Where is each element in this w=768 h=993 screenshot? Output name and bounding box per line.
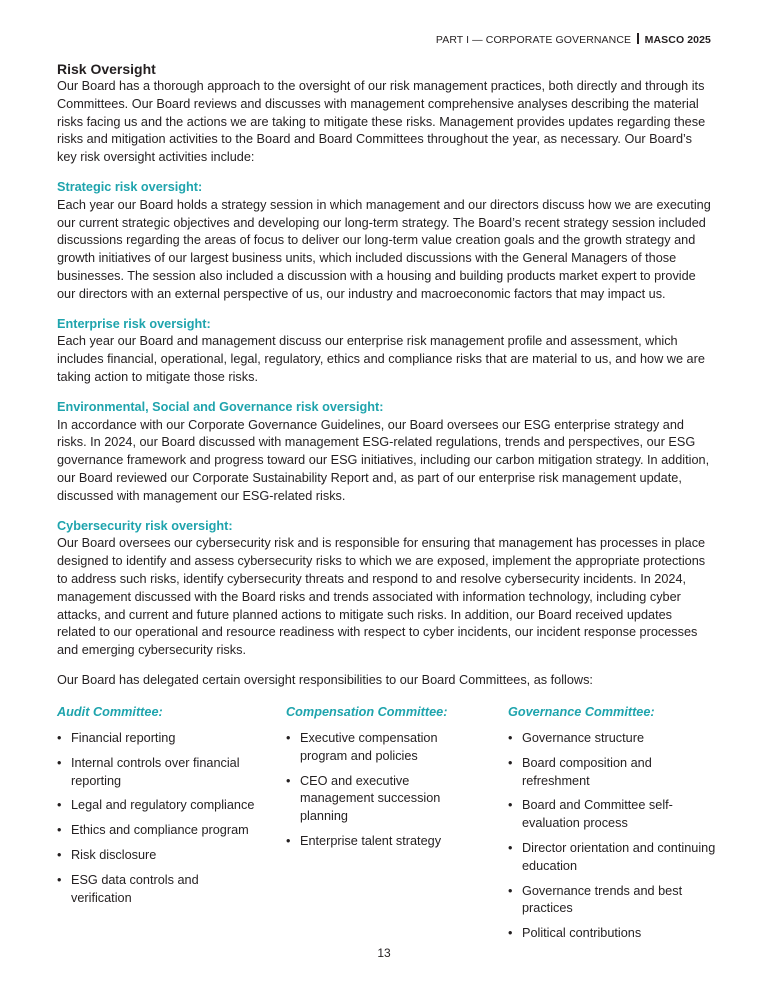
section-body-strategic: Each year our Board holds a strategy session in which management and our directors discuss how we are executing our current strategic objectives and developing our long-term strategy. The Board’s recent strategy session included discussions regarding the areas of focus to deliver our long-term value creation goals and the growth strategy and growth initiatives of our largest business units, which included discussions with the General Managers of those businesses. The session also included a discussion with a housing and building products market expert to provide our directors with an external perspective of us, our industry and macroeconomic factors that may impact us.	[57, 197, 711, 301]
list-item: • Internal controls over financial reporting	[57, 755, 257, 791]
committee-list-governance	[508, 730, 718, 943]
committee-heading-audit: Audit Committee:	[57, 705, 163, 719]
governance-committee-column	[508, 705, 718, 950]
list-item: • Political contributions	[508, 925, 718, 943]
page-header	[436, 33, 711, 46]
section-body-esg: In accordance with our Corporate Governance Guidelines, our Board oversees our ESG enterprise strategy and risks. In 2024, our Board discussed with management ESG-related regulations, trends and perspectives, our ESG governance framework and progress toward our ESG initiatives, including our carbon mitigation strategy. In addition, our Board reviewed our Corporate Sustainability Report and, as part of our enterprise risk management update, discussed with management our ESG-related risks.	[57, 417, 710, 503]
section-heading-enterprise: Enterprise risk oversight:	[57, 316, 211, 331]
list-item: • Board and Committee self-evaluation process	[508, 797, 718, 833]
header-section: PART I — CORPORATE GOVERNANCE	[435, 34, 632, 46]
section-body-enterprise: Each year our Board and management discuss our enterprise risk management profile and assessment, which includes financial, operational, legal, regulatory, ethics and compliance risks that are material to us, and how we are taking action to mitigate those risks.	[57, 334, 705, 384]
list-item: • Governance trends and best practices	[508, 883, 718, 919]
list-item: • Director orientation and continuing education	[508, 840, 718, 876]
list-item: • Ethics and compliance program	[57, 822, 257, 840]
list-item: • Financial reporting	[57, 730, 257, 748]
page-title: Risk Oversight	[57, 61, 156, 77]
list-item: • Executive compensation program and policies	[286, 730, 476, 766]
list-item: • ESG data controls and verification	[57, 872, 257, 908]
committee-columns	[57, 705, 717, 945]
list-item: • Enterprise talent strategy	[286, 833, 476, 851]
list-item: • Legal and regulatory compliance	[57, 797, 257, 815]
committee-list-compensation	[286, 730, 476, 851]
committee-list-audit	[57, 730, 257, 907]
audit-committee-column	[57, 705, 257, 914]
list-item: • CEO and executive management succession planning	[286, 773, 476, 826]
header-brand: MASCO 2025	[644, 34, 711, 46]
section-heading-strategic: Strategic risk oversight:	[57, 179, 203, 194]
header-divider	[637, 33, 639, 44]
section-heading-cybersecurity: Cybersecurity risk oversight:	[57, 518, 233, 533]
closing-paragraph: Our Board has delegated certain oversight responsibilities to our Board Committees, as follows:	[57, 672, 593, 687]
section-heading-esg: Environmental, Social and Governance risk oversight:	[57, 399, 384, 414]
section-body-cybersecurity: Our Board oversees our cybersecurity risk and is responsible for ensuring that management has processes in place designed to identify and assess cybersecurity risks to which we are exposed, implement the appropriate protections to address such risks, identify cybersecurity threats and respond to and resolve cybersecurity incidents. In 2024, management discussed with the Board risks and trends associated with information technology, including cyber attacks, and current and future planned actions to mitigate such risks. In addition, our Board received updates related to our operational and resource readiness with respect to cyber incidents, our incident response processes and emerging cybersecurity risks.	[57, 536, 706, 658]
list-item: • Risk disclosure	[57, 847, 257, 865]
committee-heading-compensation: Compensation Committee:	[286, 705, 448, 719]
main-content	[57, 60, 713, 690]
list-item: • Governance structure	[508, 730, 718, 748]
compensation-committee-column	[286, 705, 476, 858]
committee-heading-governance: Governance Committee:	[508, 705, 655, 719]
intro-paragraph: Our Board has a thorough approach to the oversight of our risk management practices, both directly and through its Committees. Our Board reviews and discusses with management comprehensive analyses describing the material risks facing us and the actions we are taking to mitigate these risks. Management provides updates regarding these risks and mitigation activities to the Board and Board Committees throughout the year, as necessary. Our Board’s key risk oversight activities include:	[57, 79, 706, 165]
list-item: • Board composition and refreshment	[508, 755, 718, 791]
page-number: 13	[377, 946, 391, 960]
